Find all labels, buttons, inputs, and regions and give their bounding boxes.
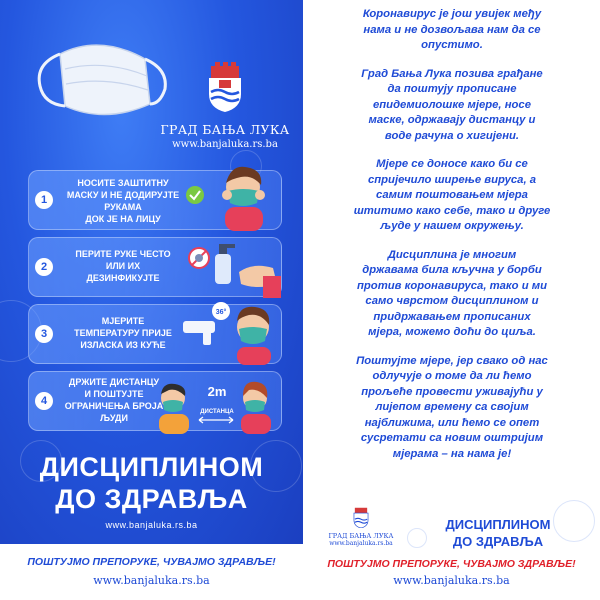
city-name: ГРАД БАЊА ЛУКА [160, 122, 290, 137]
thermometer-reading: 36° [215, 309, 227, 316]
city-name-small: ГРАД БАЊА ЛУКА [328, 532, 394, 540]
distance-word: ДИСТАНЦА [200, 409, 234, 415]
city-logo-small [323, 506, 399, 547]
paragraph: Коронавирус је још увијек међу нама и не дозвољава нам да се опустимо. [362, 8, 542, 51]
person-adjusting-mask-icon [181, 165, 281, 231]
step-card-1 [28, 170, 282, 230]
poster-background [0, 0, 303, 544]
poster-slogan-line2: ДО ЗДРАВЉА [55, 484, 248, 514]
text-panel [303, 0, 600, 600]
step-card-4 [28, 371, 282, 431]
text-panel-slogan: ДИСЦИПЛИНОМ ДО ЗДРАВЉА [445, 517, 551, 549]
step-card-3 [28, 304, 282, 364]
city-url-small: www.banjaluka.rs.ba [329, 540, 393, 547]
city-logo [150, 62, 300, 150]
city-crest-icon [352, 506, 370, 528]
step-text: НОСИТЕ ЗАШТИТНУ МАСКУ И НЕ ДОДИРУЈТЕ РУКАМА ДОК ЈЕ НА ЛИЦУ [66, 178, 180, 224]
step-text: ДРЖИТЕ ДИСТАНЦУ И ПОШТУЈТЕ ОГРАНИЧЕЊА БРОЈА ЉУДИ [64, 377, 164, 423]
step-text: ПЕРИТЕ РУКЕ ЧЕСТО ИЛИ ИХ ДЕЗИНФИКУЈТЕ [75, 249, 171, 283]
paragraph: Поштујте мјере, јер свако од нас одлучује о томе да ли ћемо прољеће провести уживајући у лијепом времену са својим најближима, или ћемо се опет сусретати са новим оштријим мјерама – на нама је! [356, 354, 548, 460]
step-card-2 [28, 237, 282, 297]
step-number: 1 [35, 191, 53, 209]
paragraph: Дисциплина је многим државама била кључна у борби против коронавируса, тако и ми само чврстом дисциплином и придржавањем прописаних мјера, можемо доћи до циља. [357, 248, 547, 338]
step-text: МЈЕРИТЕ ТЕМПЕРАТУРУ ПРИЈЕ ИЗЛАСКА ИЗ КУЋЕ [74, 316, 172, 350]
face-mask-icon [30, 24, 170, 134]
paragraph: Град Бања Лука позива грађане да поштују прописане епидемиолошке мјере, носе маске, одржавају дистанцу и воде рачуна о хигијени. [361, 67, 543, 142]
hand-sanitizer-icon [181, 232, 281, 298]
distance-value: 2m [207, 384, 227, 399]
thermometer-person-icon [181, 299, 281, 365]
paragraph: Мјере се доносе како би се спријечило ширење вируса, а самим поштовањем мјера штитимо како себе, тако и друге људе у нашем окружењу. [353, 158, 551, 232]
text-panel-tagline: ПОШТУЈМО ПРЕПОРУКЕ, ЧУВАЈМО ЗДРАВЉЕ! [327, 558, 576, 570]
poster-url: www.banjaluka.rs.ba [105, 520, 198, 530]
step-number: 3 [35, 325, 53, 343]
poster-slogan-line1: ДИСЦИПЛИНОМ [39, 452, 264, 482]
step-number: 4 [35, 392, 53, 410]
step-number: 2 [35, 258, 53, 276]
city-url: www.banjaluka.rs.ba [172, 139, 278, 150]
text-panel-url: www.banjaluka.rs.ba [393, 574, 510, 587]
city-crest-icon [205, 62, 245, 112]
distance-label [197, 384, 237, 415]
poster-bottom-url: www.banjaluka.rs.ba [93, 574, 210, 587]
poster-tagline: ПОШТУЈМО ПРЕПОРУКЕ, ЧУВАЈМО ЗДРАВЉЕ! [27, 556, 276, 568]
message-text [315, 7, 589, 475]
